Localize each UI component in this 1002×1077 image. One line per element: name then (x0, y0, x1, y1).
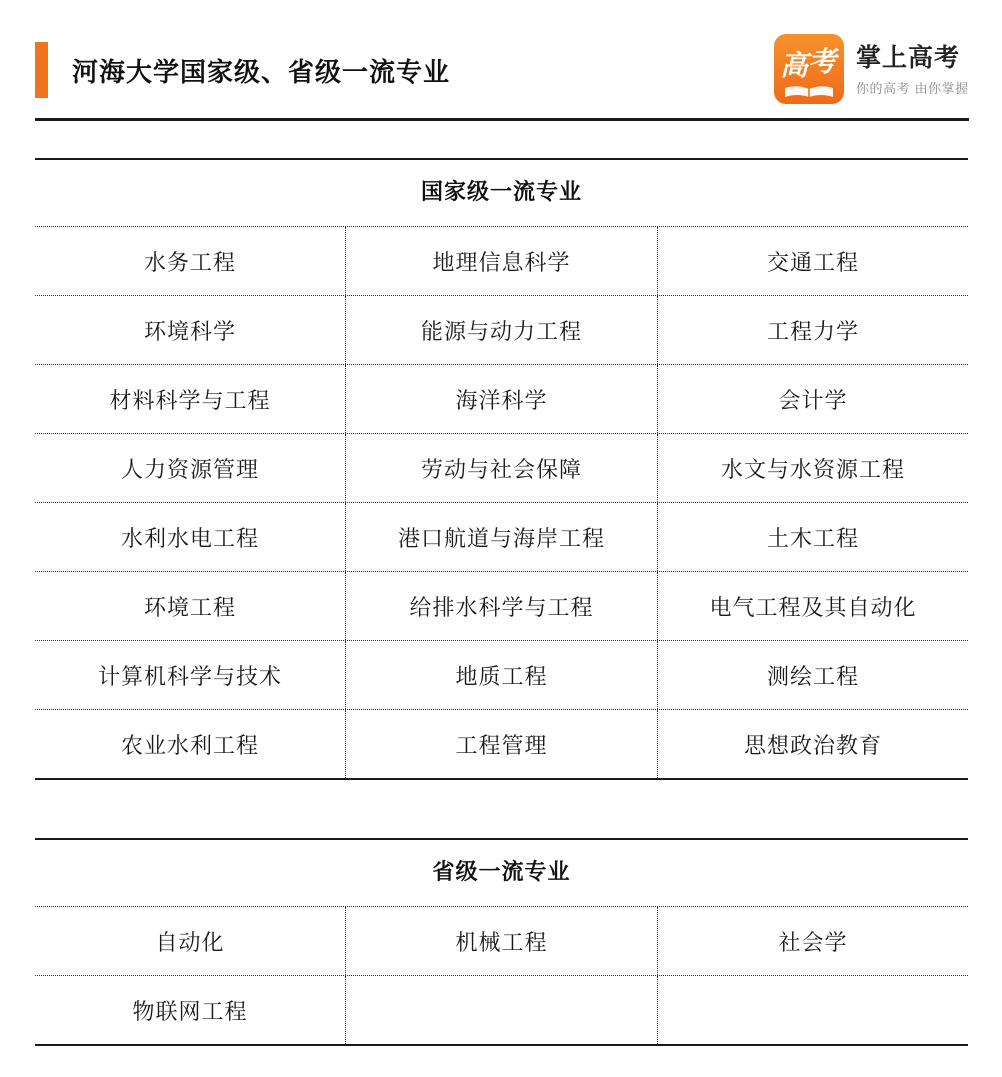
major-cell: 交通工程 (766, 250, 859, 276)
major-cell: 水务工程 (35, 227, 346, 295)
major-cell: 劳动与社会保障 (346, 434, 658, 502)
major-cell: 工程管理 (346, 710, 658, 778)
major-cell: 材料科学与工程 (35, 365, 346, 433)
table-row (35, 434, 968, 503)
major-cell: 会计学 (778, 388, 848, 414)
logo-icon-char: 高 (780, 49, 809, 82)
major-cell: 地理信息科学 (346, 227, 658, 295)
major-cell: 机械工程 (346, 907, 658, 975)
major-cell: 自动化 (35, 907, 346, 975)
table-row (35, 227, 968, 296)
page-title: 河海大学国家级、省级一流专业 (72, 58, 451, 88)
major-cell: 计算机科学与技术 (35, 641, 346, 709)
major-cell: 思想政治教育 (743, 733, 882, 759)
majors-grid (35, 906, 968, 1046)
table-row (35, 503, 968, 572)
major-cell: 人力资源管理 (35, 434, 346, 502)
table-row (35, 907, 968, 976)
major-cell: 社会学 (778, 930, 848, 956)
section-title: 国家级一流专业 (420, 180, 582, 205)
major-cell: 环境科学 (35, 296, 346, 364)
major-cell: 港口航道与海岸工程 (346, 503, 658, 571)
table-row (35, 365, 968, 434)
gaokao-book-icon (774, 34, 844, 104)
header-divider (35, 118, 969, 121)
major-cell: 地质工程 (346, 641, 658, 709)
major-cell (346, 976, 658, 1044)
major-cell: 海洋科学 (346, 365, 658, 433)
title-accent-bar (35, 42, 48, 98)
major-cell: 环境工程 (35, 572, 346, 640)
major-cell: 水文与水资源工程 (720, 457, 905, 483)
logo-icon-char: 考 (808, 45, 837, 78)
major-cell: 电气工程及其自动化 (709, 595, 917, 621)
major-cell: 水利水电工程 (35, 503, 346, 571)
table-row (35, 710, 968, 778)
page-header (0, 0, 1002, 122)
open-book-icon (784, 84, 834, 98)
gaokao-logo (774, 34, 974, 106)
major-cell (658, 976, 968, 1044)
major-cell: 能源与动力工程 (346, 296, 658, 364)
provincial-majors-table (35, 838, 968, 1046)
majors-grid (35, 226, 968, 780)
table-row (35, 296, 968, 365)
section-title: 省级一流专业 (432, 860, 571, 885)
major-cell: 工程力学 (766, 319, 859, 345)
table-row (35, 641, 968, 710)
major-cell: 测绘工程 (766, 664, 859, 690)
major-cell: 物联网工程 (35, 976, 346, 1044)
logo-name: 掌上高考 (856, 43, 961, 72)
table-row (35, 572, 968, 641)
national-majors-table (35, 158, 968, 780)
major-cell: 给排水科学与工程 (346, 572, 658, 640)
logo-slogan: 你的高考 由你掌握 (856, 82, 969, 97)
major-cell: 农业水利工程 (35, 710, 346, 778)
major-cell: 土木工程 (766, 526, 859, 552)
table-row (35, 976, 968, 1044)
